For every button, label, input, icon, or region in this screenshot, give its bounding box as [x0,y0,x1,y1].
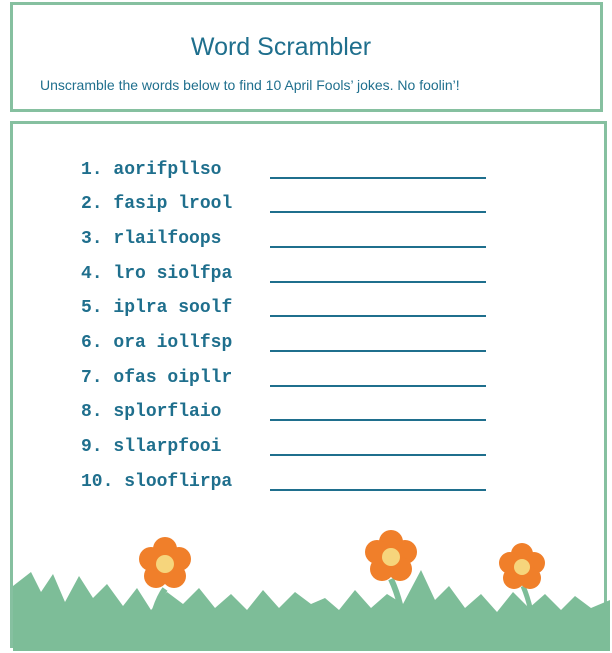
instructions-text: Unscramble the words below to find 10 April Fools’ jokes. No foolin’! [40,77,460,93]
answer-blank[interactable] [270,281,486,283]
answer-blank[interactable] [270,419,486,421]
scramble-word: 5. iplra soolf [81,298,233,318]
answer-blank[interactable] [270,385,486,387]
puzzle-item [13,157,604,187]
scramble-word: 8. splorflaio [81,402,222,422]
puzzle-item [13,399,604,429]
answer-blank[interactable] [270,489,486,491]
scramble-word: 10. slooflirpa [81,472,233,492]
answer-blank[interactable] [270,315,486,317]
puzzle-item [13,191,604,221]
answer-blank[interactable] [270,350,486,352]
answer-blank[interactable] [270,246,486,248]
scramble-word: 9. sllarpfooi [81,437,222,457]
answer-blank[interactable] [270,454,486,456]
page-title: Word Scrambler [190,33,372,61]
header-box [10,2,603,112]
scramble-word: 3. rlailfoops [81,229,222,249]
puzzle-item [13,434,604,464]
puzzle-item [13,330,604,360]
puzzle-item [13,365,604,395]
puzzle-item [13,226,604,256]
scramble-word: 7. ofas oipllr [81,368,233,388]
answer-blank[interactable] [270,211,486,213]
scramble-word: 6. ora iollfsp [81,333,233,353]
scramble-word: 4. lro siolfpa [81,264,233,284]
scramble-word: 2. fasip lrool [81,194,233,214]
scramble-word: 1. aorifpllso [81,160,222,180]
puzzle-item [13,261,604,291]
puzzle-item [13,295,604,325]
puzzle-item [13,469,604,499]
puzzle-list [13,124,604,648]
answer-blank[interactable] [270,177,486,179]
puzzle-panel [10,121,607,648]
